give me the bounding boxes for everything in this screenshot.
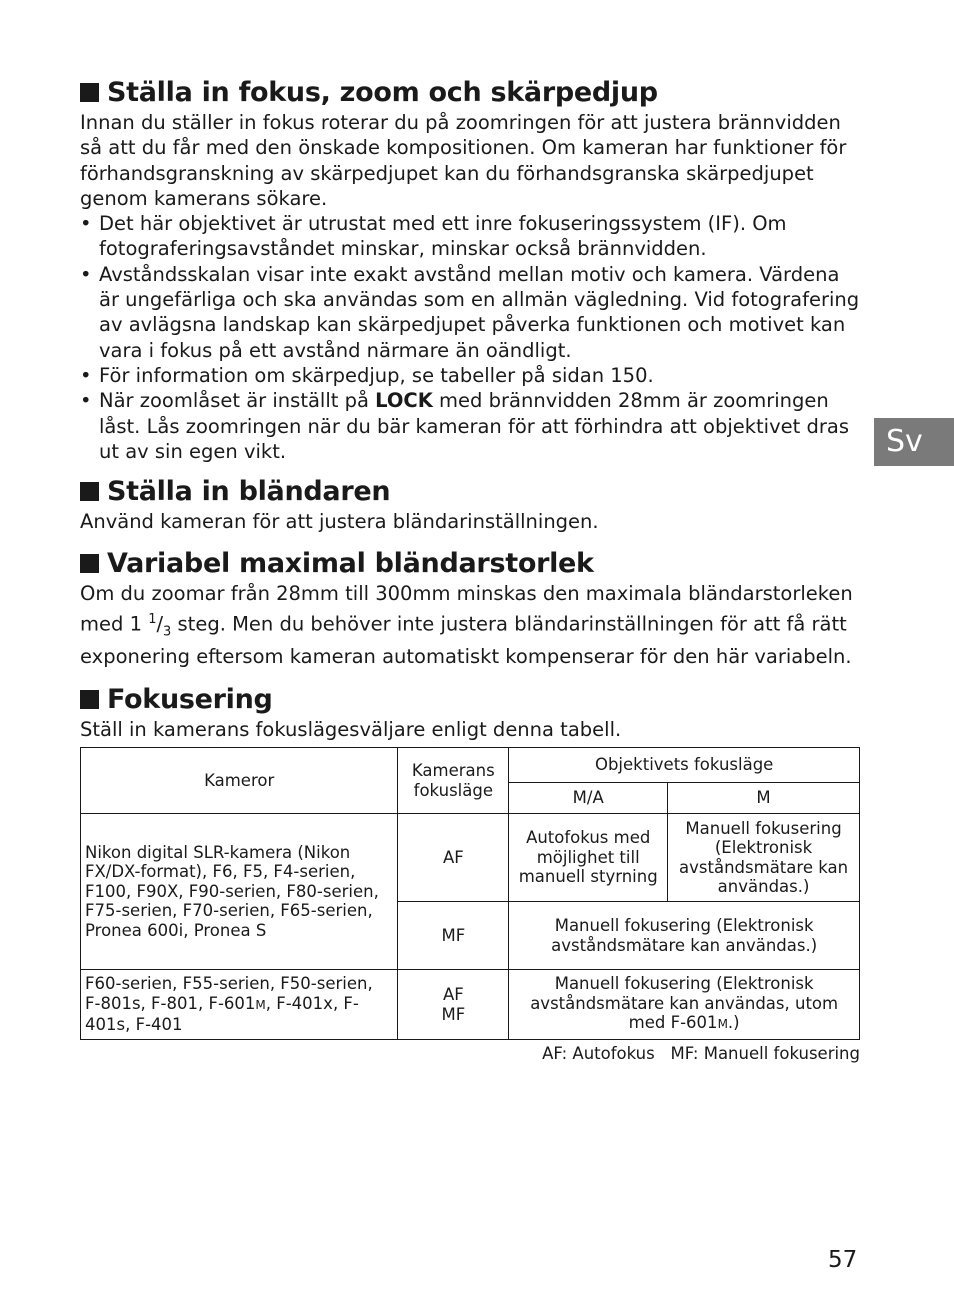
square-bullet-icon — [80, 554, 99, 573]
square-bullet-icon — [80, 83, 99, 102]
cameras-cell — [81, 970, 398, 1040]
header-camera-mode: Kamerans fokusläge — [398, 748, 509, 814]
section-focus-zoom — [80, 76, 860, 464]
paragraph: Om du zoomar från 28mm till 300mm minskas den maximala bländarstorleken med 1 $^1/_3$ steg. Men du behöver inte justera bländarinställningen för att få rätt exponering eftersom kameran automatiskt kompenserar för den här variabeln. — [80, 582, 853, 669]
text-part: M — [255, 997, 266, 1012]
mode-cell: AF — [398, 814, 509, 902]
heading-text: Ställa in fokus, zoom och skärpedjup — [107, 77, 658, 108]
header-m: M — [668, 783, 860, 814]
section-aperture — [80, 475, 860, 534]
text-part: , F-401x, F-401s, F-401 — [85, 993, 359, 1035]
header-ma: M/A — [509, 783, 668, 814]
list-item: • Avståndsskalan visar inte exakt avstånd mellan motiv och kamera. Värdena är ungefärliga och ska användas som en allmän vägledning. Vid fotografering av avlägsna landskap kan skärpedjupet påverka funktionen och motivet kan vara i fokus på ett avstånd närmare än oändligt. — [80, 262, 860, 363]
mode-mf: MF — [441, 1004, 466, 1024]
section-heading — [80, 76, 860, 110]
text-part: M — [717, 1017, 728, 1032]
text-part: Manuell fokusering (Elektronisk avståndsmätare kan användas, utom med F-601 — [530, 974, 839, 1033]
language-tab: Sv — [874, 418, 954, 466]
table-cell: Manuell fokusering (Elektronisk avståndsmätare kan användas.) — [509, 902, 860, 970]
page-number: 57 — [828, 1247, 858, 1273]
section-heading — [80, 547, 860, 581]
square-bullet-icon — [80, 482, 99, 501]
bullet-list — [80, 211, 860, 464]
table-cell — [509, 970, 860, 1040]
text-part: steg. Men du behöver inte justera bländarinställningen för att få rätt exponering eftersom kameran automatiskt kompenserar för den här variabeln. — [80, 612, 852, 669]
header-lens-mode: Objektivets fokusläge — [509, 748, 860, 783]
paragraph: Använd kameran för att justera bländarinställningen. — [80, 510, 599, 534]
table-cell: Autofokus med möjlighet till manuell styrning — [509, 814, 668, 902]
list-item — [80, 388, 860, 464]
mode-cell — [398, 970, 509, 1040]
fraction-denominator: 3 — [163, 624, 172, 640]
focus-mode-table — [80, 747, 860, 1040]
list-item: • Det här objektivet är utrustat med ett inre fokuseringssystem (IF). Om fotograferingsavståndet minskar, minskar också brännvidden. — [80, 211, 860, 262]
text-part: Om du zoomar från 28mm till 300mm minskas den maximala bländarstorleken med 1 — [80, 582, 853, 636]
list-item: • För information om skärpedjup, se tabeller på sidan 150. — [80, 363, 860, 388]
cameras-cell: Nikon digital SLR-kamera (Nikon FX/DX-format), F6, F5, F4-serien, F100, F90X, F90-serien, F80-serien, F75-serien, F70-serien, F65-serien, Pronea 600i, Pronea S — [81, 814, 398, 970]
mode-af: AF — [442, 985, 464, 1005]
text-part: med brännvidden 28mm är zoomringen låst. Lås zoomringen när du bär kameran för att förhindra att objektivet dras ut av sin egen vikt. — [99, 389, 849, 463]
fraction-numerator: 1 — [148, 611, 157, 627]
page-content — [80, 76, 860, 1063]
section-focusing — [80, 683, 860, 1063]
square-bullet-icon — [80, 690, 99, 709]
section-heading — [80, 683, 860, 717]
section-variable-aperture — [80, 547, 860, 669]
table-cell: Manuell fokusering (Elektronisk avståndsmätare kan användas.) — [668, 814, 860, 902]
intro-paragraph: Innan du ställer in fokus roterar du på zoomringen för att justera brännvidden så att du får med den önskade kompositionen. Om kameran har funktioner för förhandsgranskning av skärpedjupet kan du förhandsgranska skärpedjupet genom kamerans sökare. — [80, 111, 847, 210]
heading-text: Variabel maximal bländarstorlek — [107, 548, 594, 580]
paragraph: Ställ in kamerans fokuslägesväljare enligt denna tabell. — [80, 717, 622, 741]
text-part: F60-serien, F55-serien, F50-serien, F-801s, F-801, F-601 — [85, 974, 373, 1013]
heading-text: Fokusering — [107, 683, 273, 715]
heading-text: Ställa in bländaren — [107, 476, 391, 508]
text-part: När zoomlåset är inställt på — [99, 389, 376, 413]
section-heading — [80, 475, 860, 509]
table-legend: AF: Autofokus MF: Manuell fokusering — [542, 1044, 860, 1064]
lock-label: LOCK — [375, 389, 433, 413]
header-cameras: Kameror — [81, 748, 398, 814]
mode-cell: MF — [398, 902, 509, 970]
text-part: .) — [727, 1013, 740, 1033]
